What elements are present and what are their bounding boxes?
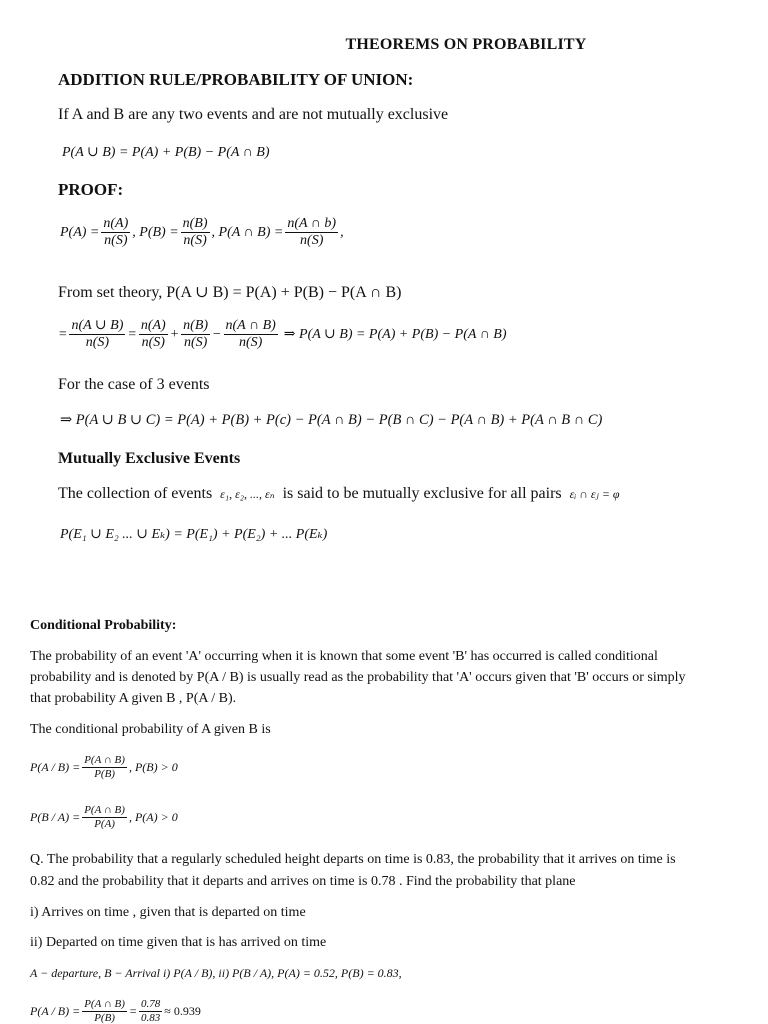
pb-numerator: n(B) — [182, 216, 208, 231]
derivation-fraction-3 — [181, 318, 210, 351]
mutual-text-line — [58, 485, 620, 503]
question-line-2: 0.82 and the probability that it departs and arrives on time is 0.78 . Find the probability that plane — [30, 874, 576, 889]
ans-denominator-2: 0.83 — [141, 1012, 161, 1024]
proof-heading: PROOF: — [58, 180, 124, 199]
f3-numerator: n(B) — [183, 318, 209, 333]
mutual-text-2: is said to be mutually exclusive for all pairs — [282, 485, 562, 502]
question-line-1: Q. The probability that a regularly scheduled height departs on time is 0.83, the probability that it arrives on time is — [30, 852, 676, 867]
derivation-fraction-2 — [139, 318, 168, 351]
ans-numerator: P(A ∩ B) — [84, 998, 125, 1010]
f1-denominator: n(S) — [85, 335, 110, 350]
conditional-formula-1 — [30, 754, 178, 781]
addition-intro: If A and B are any two events and are not mutually exclusive — [58, 106, 449, 123]
mutual-formula: P(E₁ ∪ E₂ ... ∪ Eₖ) = P(E₁) + P(E₂) + ... P(Eₖ) — [60, 527, 328, 542]
f1-numerator: n(A ∪ B) — [71, 318, 124, 333]
pab-end: , — [340, 224, 344, 240]
conditional-heading: Conditional Probability: — [30, 618, 177, 633]
pa-denominator: n(S) — [104, 233, 128, 248]
ans-eq: = — [128, 1004, 138, 1018]
pa-label: P(A) = — [60, 224, 100, 240]
pab-fraction — [285, 216, 338, 249]
f3-denominator: n(S) — [183, 335, 208, 350]
cf1-fraction — [82, 754, 127, 781]
mutual-text: The collection of events — [58, 485, 213, 502]
ans-result: ≈ 0.939 — [164, 1004, 201, 1018]
pa-fraction — [101, 216, 130, 249]
cf2-denominator: P(A) — [94, 818, 115, 830]
pb-fraction — [181, 216, 210, 249]
three-events-line: For the case of 3 events — [58, 376, 210, 393]
cf2-lhs: P(B / A) = — [30, 810, 81, 824]
proof-derivation — [58, 318, 507, 351]
derivation-fraction-1 — [69, 318, 125, 351]
three-events-formula: ⇒ P(A ∪ B ∪ C) = P(A) + P(B) + P(c) − P(A ∩ B) − P(B ∩ C) − P(A ∩ B) + P(A ∩ B ∩ C) — [60, 412, 603, 428]
addition-formula: P(A ∪ B) = P(A) + P(B) − P(A ∩ B) — [62, 145, 270, 160]
pb-denominator: n(S) — [183, 233, 207, 248]
answer-line — [30, 998, 201, 1024]
plus-sign: + — [169, 326, 180, 342]
cf2-rhs: , P(A) > 0 — [128, 810, 178, 824]
eq-sign-2: = — [127, 326, 137, 342]
f2-denominator: n(S) — [141, 335, 165, 350]
cf1-denominator: P(B) — [94, 768, 115, 780]
eq-sign: = — [58, 326, 68, 342]
derivation-fraction-4 — [224, 318, 278, 351]
cf1-rhs: , P(B) > 0 — [128, 760, 178, 774]
conditional-given-line: The conditional probability of A given B is — [30, 722, 271, 737]
f4-denominator: n(S) — [238, 335, 263, 350]
ans-fraction — [82, 998, 127, 1024]
cf1-lhs: P(A / B) = — [30, 760, 81, 774]
implies-result: ⇒ P(A ∪ B) = P(A) + P(B) − P(A ∩ B) — [283, 327, 507, 342]
pa-numerator: n(A) — [103, 216, 129, 231]
pb-label: , P(B) = — [132, 224, 179, 240]
conditional-para-2: probability and is denoted by P(A / B) is usually read as the probability that 'A' occurs given that 'B' occurs or simply — [30, 670, 686, 685]
ans-denominator: P(B) — [94, 1012, 115, 1024]
mutual-heading: Mutually Exclusive Events — [58, 450, 241, 467]
pab-denominator: n(S) — [300, 233, 324, 248]
set-theory-line: From set theory, P(A ∪ B) = P(A) + P(B) − P(A ∩ B) — [58, 284, 402, 301]
cf2-fraction — [82, 804, 127, 831]
conditional-para-1: The probability of an event 'A' occurring when it is known that some event 'B' has occurred is called conditional — [30, 649, 658, 664]
ans-lhs: P(A / B) = — [30, 1004, 81, 1018]
ans-numerator-2: 0.78 — [141, 998, 161, 1010]
question-given: A − departure, B − Arrival i) P(A / B), ii) P(B / A), P(A) = 0.52, P(B) = 0.83, — [30, 966, 402, 980]
cf2-numerator: P(A ∩ B) — [84, 804, 125, 816]
mutual-pairs: εᵢ ∩ εⱼ = φ — [569, 486, 620, 501]
pab-numerator: n(A ∩ b) — [287, 216, 337, 231]
f4-numerator: n(A ∩ B) — [225, 318, 276, 333]
conditional-formula-2 — [30, 804, 178, 831]
addition-heading: ADDITION RULE/PROBABILITY OF UNION: — [58, 70, 414, 89]
cf1-numerator: P(A ∩ B) — [84, 754, 125, 766]
f2-numerator: n(A) — [140, 318, 166, 333]
conditional-para-3: that probability A given B , P(A / B). — [30, 691, 237, 706]
proof-definitions — [60, 216, 344, 249]
ans-fraction-2 — [139, 998, 162, 1024]
pab-label: , P(A ∩ B) = — [211, 224, 284, 240]
page-title: THEOREMS ON PROBABILITY — [345, 36, 587, 53]
question-part-i: i) Arrives on time , given that is departed on time — [30, 905, 306, 920]
minus-sign: − — [212, 326, 222, 342]
mutual-events: ε₁, ε₂, ..., εₙ — [220, 486, 275, 501]
question-part-ii: ii) Departed on time given that is has arrived on time — [30, 935, 327, 950]
